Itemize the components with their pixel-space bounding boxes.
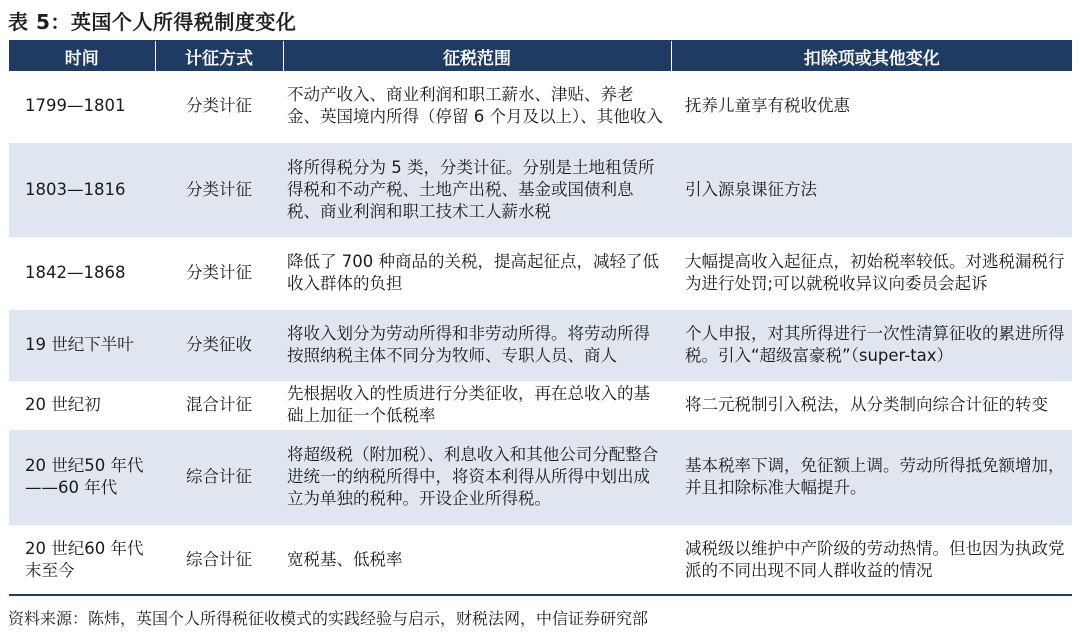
- cell-scope: 将收入划分为劳动所得和非劳动所得。将劳动所得按照纳税主体不同分为牧师、专职人员、商人: [283, 309, 671, 381]
- table-row: [9, 381, 1072, 429]
- table-row: [9, 309, 1072, 381]
- cell-method: 混合计征: [155, 381, 283, 429]
- cell-changes: 将二元税制引入税法，从分类制向综合计征的转变: [671, 381, 1072, 429]
- table-row: [9, 429, 1072, 525]
- cell-method: 综合计征: [155, 525, 283, 595]
- cell-time: 20 世纪50 年代——60 年代: [9, 429, 155, 525]
- cell-method: 分类计征: [155, 237, 283, 309]
- cell-changes: 大幅提高收入起征点，初始税率较低。对逃税漏税行为进行处罚;可以就税收异议向委员会起诉: [671, 237, 1072, 309]
- table-row: [9, 142, 1072, 237]
- header-method: 计征方式: [155, 41, 283, 71]
- cell-scope: 不动产收入、商业利润和职工薪水、津贴、养老金、英国境内所得（停留 6 个月及以上）、其他收入: [283, 71, 671, 142]
- cell-method: 分类征收: [155, 309, 283, 381]
- table-row: [9, 71, 1072, 142]
- cell-scope: 将超级税（附加税）、利息收入和其他公司分配整合进统一的纳税所得中，将资本利得从所得中划出成立为单独的税种。开设企业所得税。: [283, 429, 671, 525]
- table-title: 表 5：英国个人所得税制度变化: [8, 10, 297, 34]
- cell-time: 1799—1801: [9, 71, 155, 142]
- table-row: [9, 237, 1072, 309]
- cell-changes: 个人申报，对其所得进行一次性清算征收的累进所得税。引入“超级富豪税”（super-tax）: [671, 309, 1072, 381]
- cell-time: 1842—1868: [9, 237, 155, 309]
- cell-time: 20 世纪60 年代末至今: [9, 525, 155, 595]
- cell-method: 综合计征: [155, 429, 283, 525]
- cell-changes: 减税级以维护中产阶级的劳动热情。但也因为执政党派的不同出现不同人群收益的情况: [671, 525, 1072, 595]
- tax-history-table: [9, 41, 1072, 596]
- cell-method: 分类计征: [155, 71, 283, 142]
- cell-changes: 引入源泉课征方法: [671, 142, 1072, 237]
- cell-time: 1803—1816: [9, 142, 155, 237]
- cell-time: 20 世纪初: [9, 381, 155, 429]
- header-changes: 扣除项或其他变化: [671, 41, 1072, 71]
- cell-scope: 降低了 700 种商品的关税，提高起征点，减轻了低收入群体的负担: [283, 237, 671, 309]
- source-note: 资料来源：陈炜，英国个人所得税征收模式的实践经验与启示，财税法网，中信证券研究部: [8, 609, 649, 628]
- cell-changes: 抚养儿童享有税收优惠: [671, 71, 1072, 142]
- cell-changes: 基本税率下调，免征额上调。劳动所得抵免额增加，并且扣除标准大幅提升。: [671, 429, 1072, 525]
- table-row: [9, 525, 1072, 595]
- header-time: 时间: [9, 41, 155, 71]
- cell-scope: 宽税基、低税率: [283, 525, 671, 595]
- cell-scope: 将所得税分为 5 类，分类计征。分别是土地租赁所得税和不动产税、土地产出税、基金或国债利息税、商业利润和职工技术工人薪水税: [283, 142, 671, 237]
- cell-method: 分类计征: [155, 142, 283, 237]
- cell-time: 19 世纪下半叶: [9, 309, 155, 381]
- cell-scope: 先根据收入的性质进行分类征收，再在总收入的基础上加征一个低税率: [283, 381, 671, 429]
- header-scope: 征税范围: [283, 41, 671, 71]
- header-row: [9, 41, 1072, 71]
